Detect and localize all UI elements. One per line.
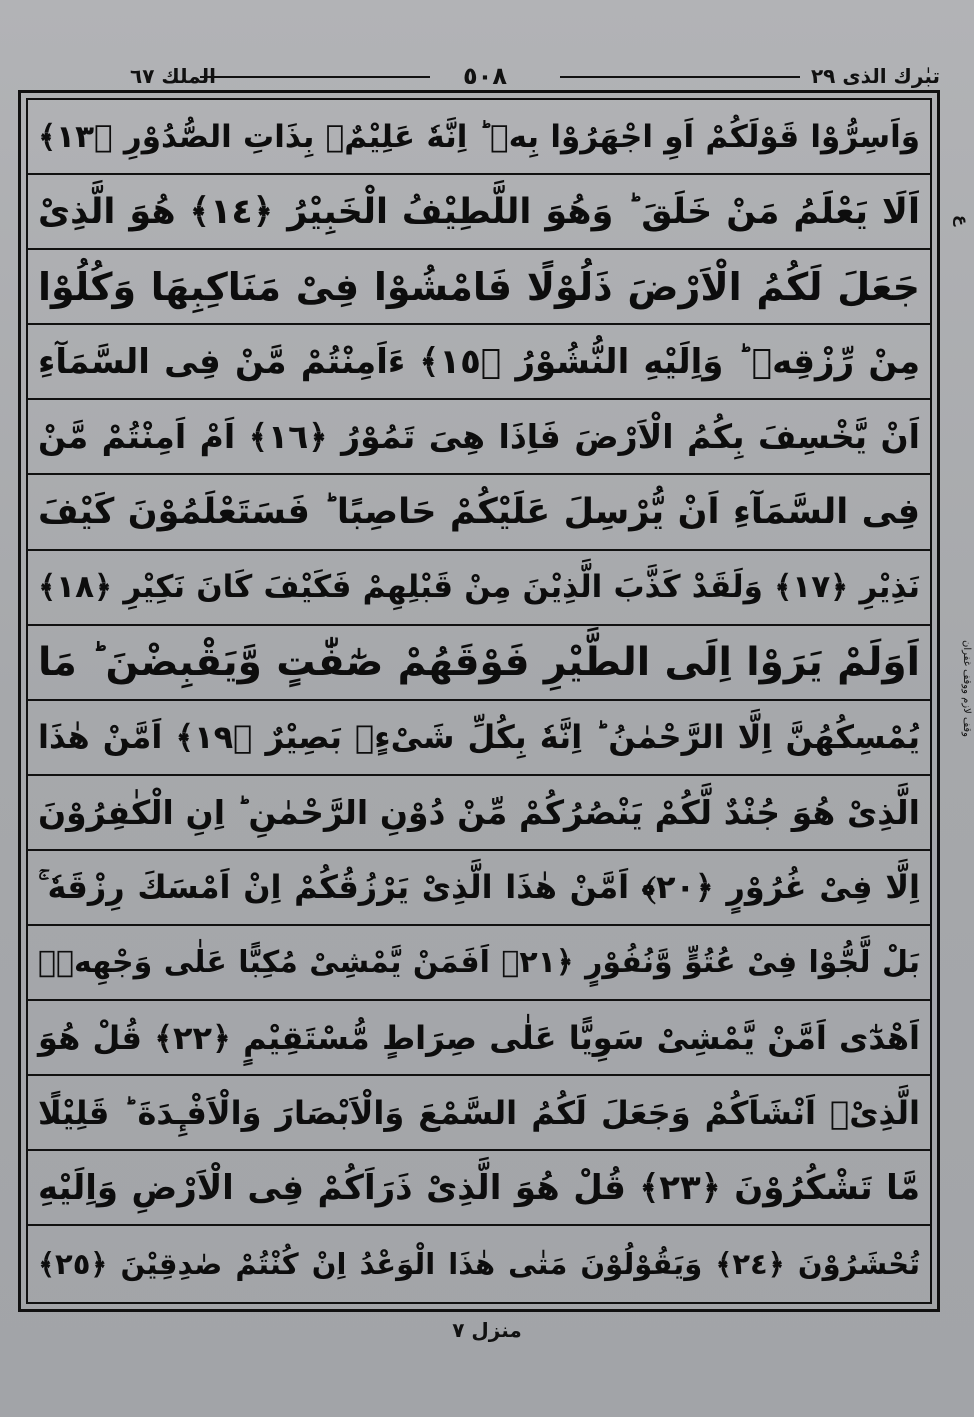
text-line: فِى السَّمَآءِ اَنْ يُّرْسِلَ عَلَيْكُمْ حَاصِبًا ؕ فَسَتَعْلَمُوْنَ كَيْفَ	[28, 475, 930, 550]
text-line: اَوَلَمْ يَرَوْا اِلَى الطَّيْرِ فَوْقَهُمْ صٰٓفّٰتٍ وَّيَقْبِضْنَ ؕ مَا	[28, 626, 930, 701]
text-line: بَلْ لَّجُّوْا فِىْ عُتُوٍّ وَّنُفُوْرٍ ﴿٢١﴾ اَفَمَنْ يَّمْشِىْ مُكِبًّا عَلٰى وَجْهِهٖۤ	[28, 926, 930, 1001]
page-header	[20, 62, 950, 92]
text-line: نَذِيْرِ ﴿١٧﴾ وَلَقَدْ كَذَّبَ الَّذِيْنَ مِنْ قَبْلِهِمْ فَكَيْفَ كَانَ نَكِيْرِ ﴿١٨﴾	[28, 551, 930, 626]
text-line: وَاَسِرُّوْا قَوْلَكُمْ اَوِ اجْهَرُوْا بِهٖ ؕ اِنَّهٗ عَلِيْمٌۢ بِذَاتِ الصُّدُوْرِ ﴿١٣﴾	[28, 100, 930, 175]
text-line: الَّذِىْ هُوَ جُنْدٌ لَّكُمْ يَنْصُرُكُمْ مِّنْ دُوْنِ الرَّحْمٰنِ ؕ اِنِ الْكٰفِرُوْنَ	[28, 776, 930, 851]
waqf-note: وقف لازم ووقف غفران	[961, 640, 972, 737]
page-number: ٥٠٨	[463, 62, 507, 90]
para-name: تبٰرك الذى ٢٩	[810, 64, 940, 88]
text-line: الَّذِىْۤ اَنْشَاَكُمْ وَجَعَلَ لَكُمُ السَّمْعَ وَالْاَبْصَارَ وَالْاَفْـِٕدَةَ ؕ قَلِيْلًا	[28, 1076, 930, 1151]
text-line: يُمْسِكُهُنَّ اِلَّا الرَّحْمٰنُ ؕ اِنَّهٗ بِكُلِّ شَىْءٍۢ بَصِيْرٌ ﴿١٩﴾ اَمَّنْ هٰذَا	[28, 701, 930, 776]
surah-name: الملك ٦٧	[130, 64, 216, 88]
text-line: تُحْشَرُوْنَ ﴿٢٤﴾ وَيَقُوْلُوْنَ مَتٰى هٰذَا الْوَعْدُ اِنْ كُنْتُمْ صٰدِقِيْنَ ﴿٢٥﴾	[38, 1246, 920, 1281]
text-line: اَلَا يَعْلَمُ مَنْ خَلَقَ ؕ وَهُوَ اللَّطِيْفُ الْخَبِيْرُ ﴿١٤﴾ هُوَ الَّذِىْ	[28, 175, 930, 250]
text-line: مِنْ رِّزْقِهٖ ؕ وَاِلَيْهِ النُّشُوْرُ ﴿١٥﴾ ءَاَمِنْتُمْ مَّنْ فِى السَّمَآءِ	[28, 325, 930, 400]
text-line: اَهْدٰٓى اَمَّنْ يَّمْشِىْ سَوِيًّا عَلٰى صِرَاطٍ مُّسْتَقِيْمٍ ﴿٢٢﴾ قُلْ هُوَ	[28, 1001, 930, 1076]
text-line: اِلَّا فِىْ غُرُوْرٍ ﴿٢٠﴾ اَمَّنْ هٰذَا الَّذِىْ يَرْزُقُكُمْ اِنْ اَمْسَكَ رِزْقَهٗ ۚ	[28, 851, 930, 926]
text-line: اَنْ يَّخْسِفَ بِكُمُ الْاَرْضَ فَاِذَا هِىَ تَمُوْرُ ﴿١٦﴾ اَمْ اَمِنْتُمْ مَّنْ	[28, 400, 930, 475]
header-rule-left	[200, 76, 430, 78]
manzil-footer: منزل ٧	[452, 1318, 522, 1342]
text-line: جَعَلَ لَكُمُ الْاَرْضَ ذَلُوْلًا فَامْشُوْا فِىْ مَنَاكِبِهَا وَكُلُوْا	[28, 250, 930, 325]
header-rule-right	[560, 76, 800, 78]
ruku-mark: ع	[953, 215, 972, 226]
text-block	[28, 100, 930, 1302]
text-line: مَّا تَشْكُرُوْنَ ﴿٢٣﴾ قُلْ هُوَ الَّذِىْ ذَرَاَكُمْ فِى الْاَرْضِ وَاِلَيْهِ	[28, 1151, 930, 1226]
